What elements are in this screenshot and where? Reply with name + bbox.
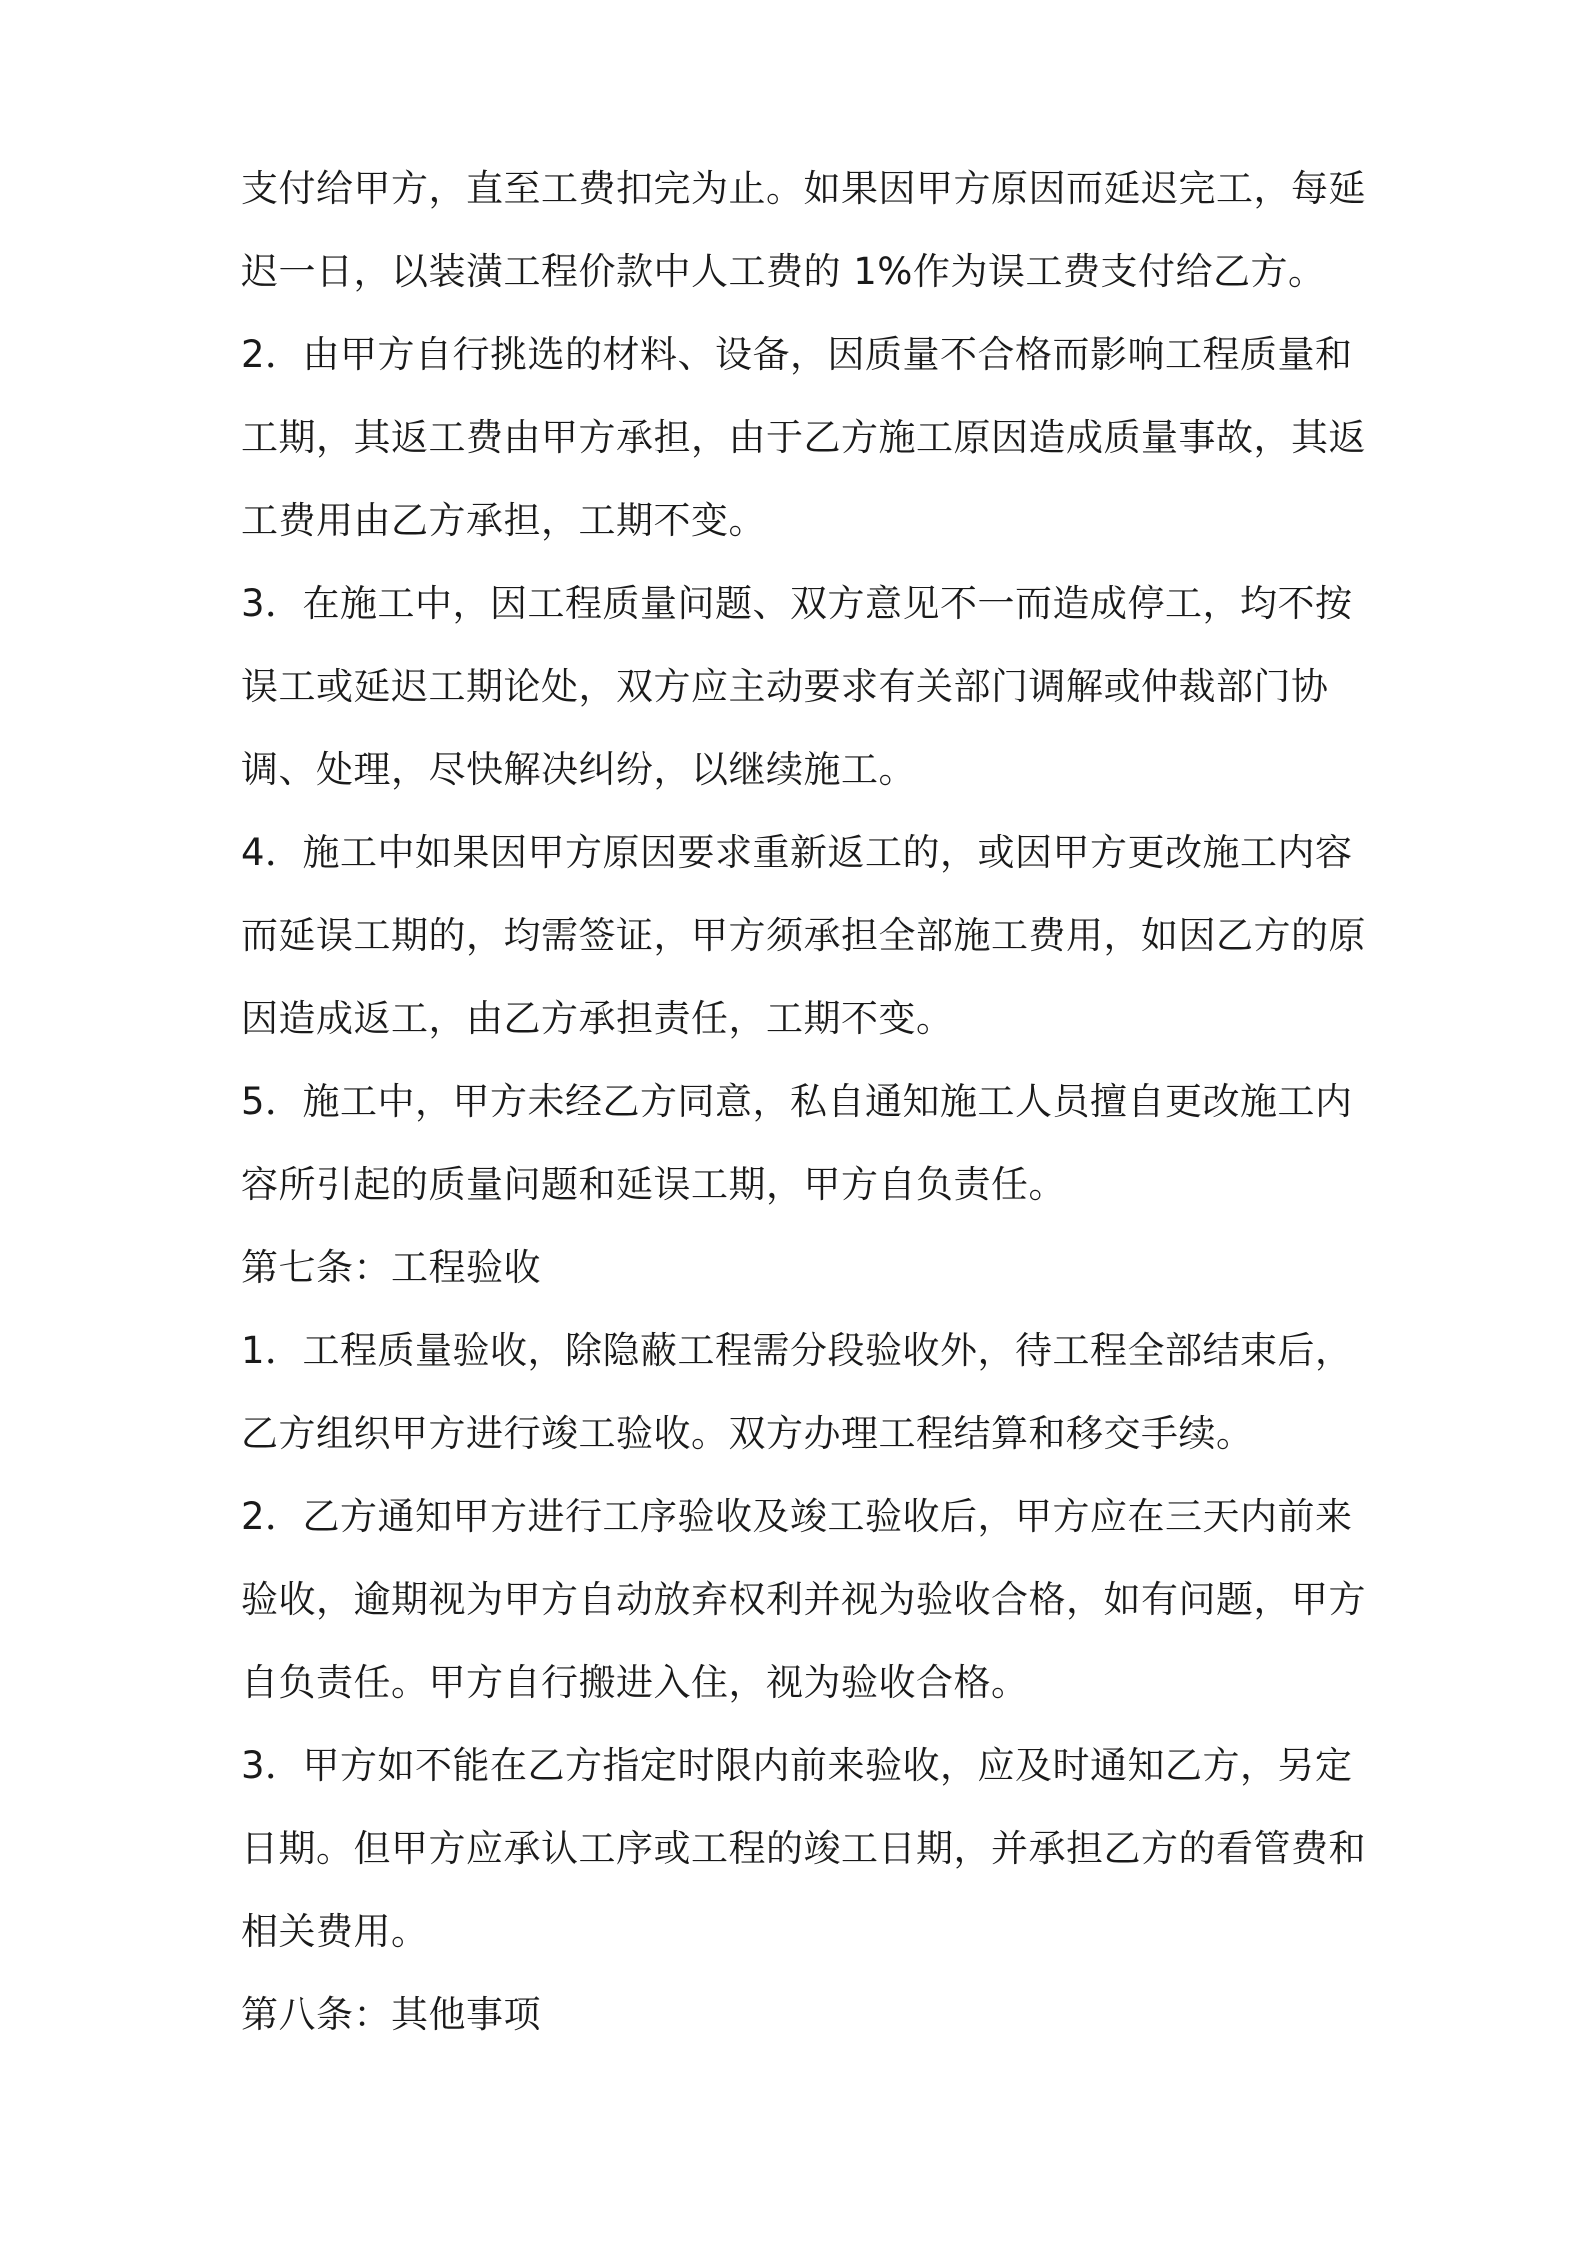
section-heading: 第八条：其他事项 — [241, 1993, 541, 2036]
text-line: 误工或延迟工期论处，双方应主动要求有关部门调解或仲裁部门协 — [241, 665, 1329, 708]
text-line: 日期。但甲方应承认工序或工程的竣工日期，并承担乙方的看管费和 — [241, 1827, 1366, 1870]
text-line: 相关费用。 — [241, 1910, 429, 1953]
text-line: 乙方组织甲方进行竣工验收。双方办理工程结算和移交手续。 — [241, 1412, 1254, 1455]
text-line: 2．由甲方自行挑选的材料、设备，因质量不合格而影响工程质量和 — [241, 333, 1353, 376]
text-line: 验收，逾期视为甲方自动放弃权利并视为验收合格，如有问题，甲方 — [241, 1578, 1366, 1621]
text-line: 3．在施工中，因工程质量问题、双方意见不一而造成停工，均不按 — [241, 582, 1353, 625]
text-line: 调、处理，尽快解决纠纷，以继续施工。 — [241, 748, 916, 791]
text-line: 而延误工期的，均需签证，甲方须承担全部施工费用，如因乙方的原 — [241, 914, 1366, 957]
text-line: 自负责任。甲方自行搬进入住，视为验收合格。 — [241, 1661, 1029, 1704]
text-line: 1．工程质量验收，除隐蔽工程需分段验收外，待工程全部结束后， — [241, 1329, 1353, 1372]
section-heading: 第七条：工程验收 — [241, 1246, 541, 1289]
text-line: 迟一日，以装潢工程价款中人工费的 1%作为误工费支付给乙方。 — [241, 250, 1326, 293]
text-line: 容所引起的质量问题和延误工期，甲方自负责任。 — [241, 1163, 1066, 1206]
text-line: 因造成返工，由乙方承担责任，工期不变。 — [241, 997, 954, 1040]
text-line: 工费用由乙方承担，工期不变。 — [241, 499, 766, 542]
text-line: 2．乙方通知甲方进行工序验收及竣工验收后，甲方应在三天内前来 — [241, 1495, 1353, 1538]
text-line: 支付给甲方，直至工费扣完为止。如果因甲方原因而延迟完工，每延 — [241, 167, 1366, 210]
text-line: 工期，其返工费由甲方承担，由于乙方施工原因造成质量事故，其返 — [241, 416, 1366, 459]
text-line: 5．施工中，甲方未经乙方同意，私自通知施工人员擅自更改施工内 — [241, 1080, 1353, 1123]
text-line: 4．施工中如果因甲方原因要求重新返工的，或因甲方更改施工内容 — [241, 831, 1353, 874]
text-line: 3．甲方如不能在乙方指定时限内前来验收，应及时通知乙方，另定 — [241, 1744, 1353, 1787]
